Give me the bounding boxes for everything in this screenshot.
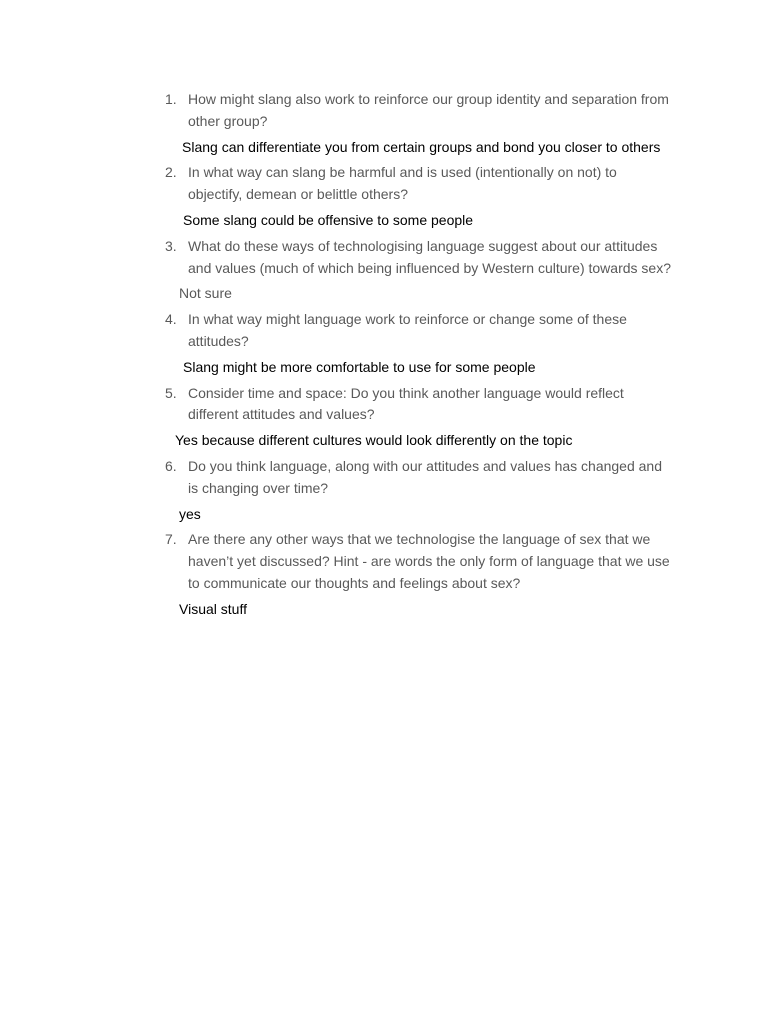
question-number: 3. [165, 237, 177, 254]
answer-4: Slang might be more comfortable to use for some people [183, 358, 536, 375]
question-text: Consider time and space: Do you think another language would reflect different attitudes and values? [188, 384, 624, 423]
answer-6: yes [179, 505, 201, 522]
question-number: 1. [165, 91, 177, 107]
question-7 [165, 529, 673, 594]
question-number: 5. [165, 384, 177, 401]
question-6 [165, 456, 673, 500]
question-4 [165, 309, 673, 353]
question-number: 4. [165, 311, 177, 328]
question-2 [165, 162, 673, 206]
question-text: Are there any other ways that we technologise the language of sex that we haven’t yet discussed? Hint - are words the only form of language that we use to communicate our thoughts and feelings about sex? [188, 531, 670, 591]
question-text: In what way can slang be harmful and is used (intentionally on not) to objectify, demean or belittle others? [188, 164, 617, 203]
question-number: 2. [165, 164, 177, 181]
question-text: What do these ways of technologising language suggest about our attitudes and values (much of which being influenced by Western culture) towards sex? [188, 237, 671, 276]
question-text: In what way might language work to reinforce or change some of these attitudes? [188, 311, 627, 349]
answer-2: Some slang could be offensive to some people [183, 211, 474, 228]
question-number: 7. [165, 531, 177, 548]
question-text: Do you think language, along with our attitudes and values has changed and is changing over time? [188, 457, 663, 496]
answer-7: Visual stuff [179, 600, 247, 617]
answer-3: Not sure [179, 285, 232, 302]
question-1 [165, 89, 673, 133]
question-number: 6. [165, 457, 177, 474]
answer-1: Slang can differentiate you from certain groups and bond you closer to others [182, 138, 661, 155]
question-answer-list [0, 89, 768, 625]
answer-5: Yes because different cultures would look differently on the topic [175, 432, 573, 449]
question-3 [165, 236, 673, 280]
question-text: How might slang also work to reinforce our group identity and separation from other group? [188, 91, 669, 129]
question-5 [165, 383, 673, 427]
